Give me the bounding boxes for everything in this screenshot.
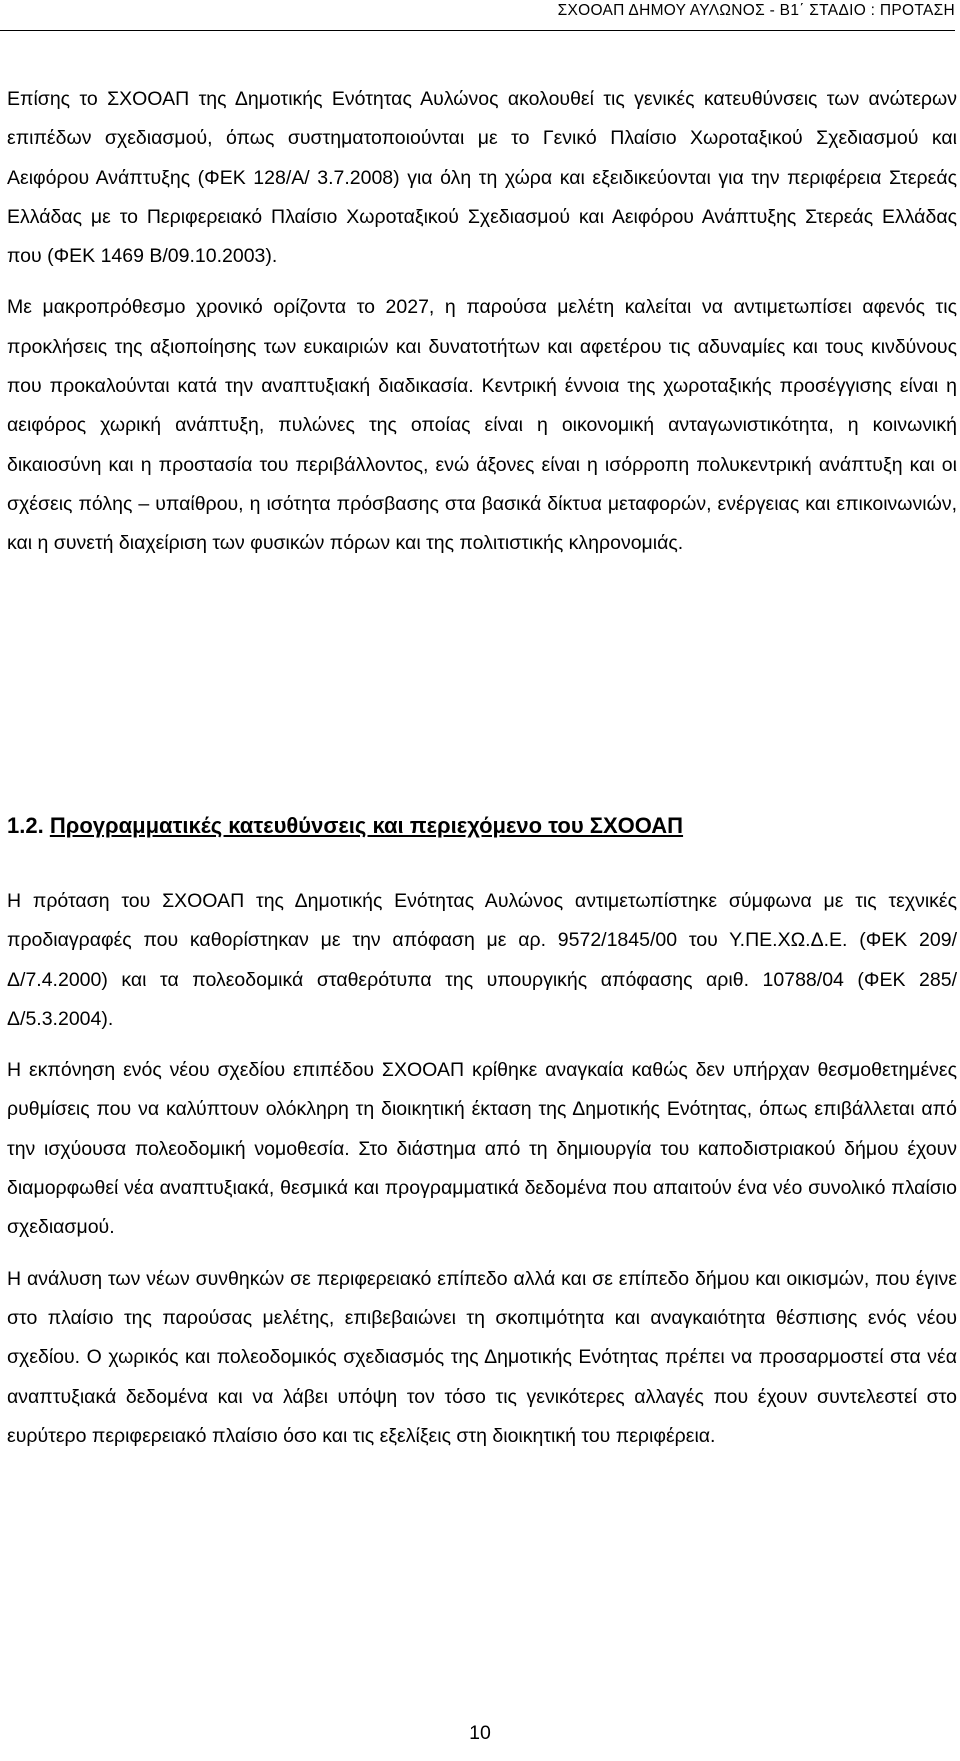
section-number: 1.2. — [7, 813, 44, 838]
paragraph: Με μακροπρόθεσμο χρονικό ορίζοντα το 2027, η παρούσα μελέτη καλείται να αντιμετωπίσει αφενός τις προκλήσεις της αξιοποίησης των ευκαιριών και δυνατοτήτων και αφετέρου τις αδυναμίες και τους κινδύνους που προκαλούνται κατά την αναπτυξιακή διαδικασία. Κεντρική έννοια της χωροταξικής προσέγγισης είναι η αειφόρος χωρική ανάπτυξη, πυλώνες της οποίας είναι η οικονομική ανταγωνιστικότητα, η κοινωνική δικαιοσύνη και η προστασία του περιβάλλοντος, ενώ άξονες είναι η ισόρροπη πολυκεντρική ανάπτυξη και οι σχέσεις πόλης – υπαίθρου, η ισότητα πρόσβασης στα βασικά δίκτυα μεταφορών, ενέργειας και επικοινωνιών, και η συνετή διαχείριση των φυσικών πόρων και της πολιτιστικής κληρονομιάς. — [7, 296, 957, 555]
running-header — [0, 0, 955, 31]
section-heading — [7, 811, 683, 841]
header-text: ΣΧΟΟΑΠ ΔΗΜΟΥ ΑΥΛΩΝΟΣ - Β1΄ ΣΤΑΔΙΟ : ΠΡΟΤΑΣΗ — [557, 2, 955, 19]
paragraph: Επίσης το ΣΧΟΟΑΠ της Δημοτικής Ενότητας Αυλώνος ακολουθεί τις γενικές κατευθύνσεις των ανώτερων επιπέδων σχεδιασμού, όπως συστηματοποιούνται με το Γενικό Πλαίσιο Χωροταξικού Σχεδιασμού και Αειφόρου Ανάπτυξης (ΦΕΚ 128/Α/ 3.7.2008) για όλη τη χώρα και εξειδικεύονται για την περιφέρεια Στερεάς Ελλάδας με το Περιφερειακό Πλαίσιο Χωροταξικού Σχεδιασμού και Αειφόρου Ανάπτυξης Στερεάς Ελλάδας που (ΦΕΚ 1469 Β/09.10.2003). — [7, 88, 957, 268]
paragraph: Η εκπόνηση ενός νέου σχεδίου επιπέδου ΣΧΟΟΑΠ κρίθηκε αναγκαία καθώς δεν υπήρχαν θεσμοθετημένες ρυθμίσεις που να καλύπτουν ολόκληρη τη διοικητική έκταση της Δημοτικής Ενότητας, όπως επιβάλλεται από την ισχύουσα πολεοδομική νομοθεσία. Στο διάστημα από τη δημιουργία του καποδιστριακού δήμου έχουν διαμορφωθεί νέα αναπτυξιακά, θεσμικά και προγραμματικά δεδομένα που απαιτούν ένα νέο συνολικό πλαίσιο σχεδιασμού. — [7, 1059, 957, 1239]
paragraph: Η ανάλυση των νέων συνθηκών σε περιφερειακό επίπεδο αλλά και σε επίπεδο δήμου και οικισμών, που έγινε στο πλαίσιο της παρούσας μελέτης, επιβεβαιώνει τη σκοπιμότητα και αναγκαιότητα θέσπισης ενός νέου σχεδίου. Ο χωρικός και πολεοδομικός σχεδιασμός της Δημοτικής Ενότητας πρέπει να προσαρμοστεί στα νέα αναπτυξιακά δεδομένα και να λάβει υπόψη τον τόσο τις γενικότερες αλλαγές που έχουν συντελεστεί στο ευρύτερο περιφερειακό πλαίσιο όσο και τις εξελίξεις στη διοικητική του περιφέρεια. — [7, 1267, 957, 1447]
section-1-2-body — [7, 882, 957, 1468]
section-1-1-body — [7, 80, 957, 576]
page-number: 10 — [469, 1722, 491, 1744]
paragraph: Η πρόταση του ΣΧΟΟΑΠ της Δημοτικής Ενότητας Αυλώνος αντιμετωπίστηκε σύμφωνα με τις τεχνικές προδιαγραφές που καθορίστηκαν με την απόφαση με αρ. 9572/1845/00 του Υ.ΠΕ.ΧΩ.Δ.Ε. (ΦΕΚ 209/Δ/7.4.2000) και τα πολεοδομικά σταθερότυπα της υπουργικής απόφασης αριθ. 10788/04 (ΦΕΚ 285/Δ/5.3.2004). — [7, 890, 957, 1030]
section-title: Προγραμματικές κατευθύνσεις και περιεχόμενο του ΣΧΟΟΑΠ — [49, 813, 684, 838]
